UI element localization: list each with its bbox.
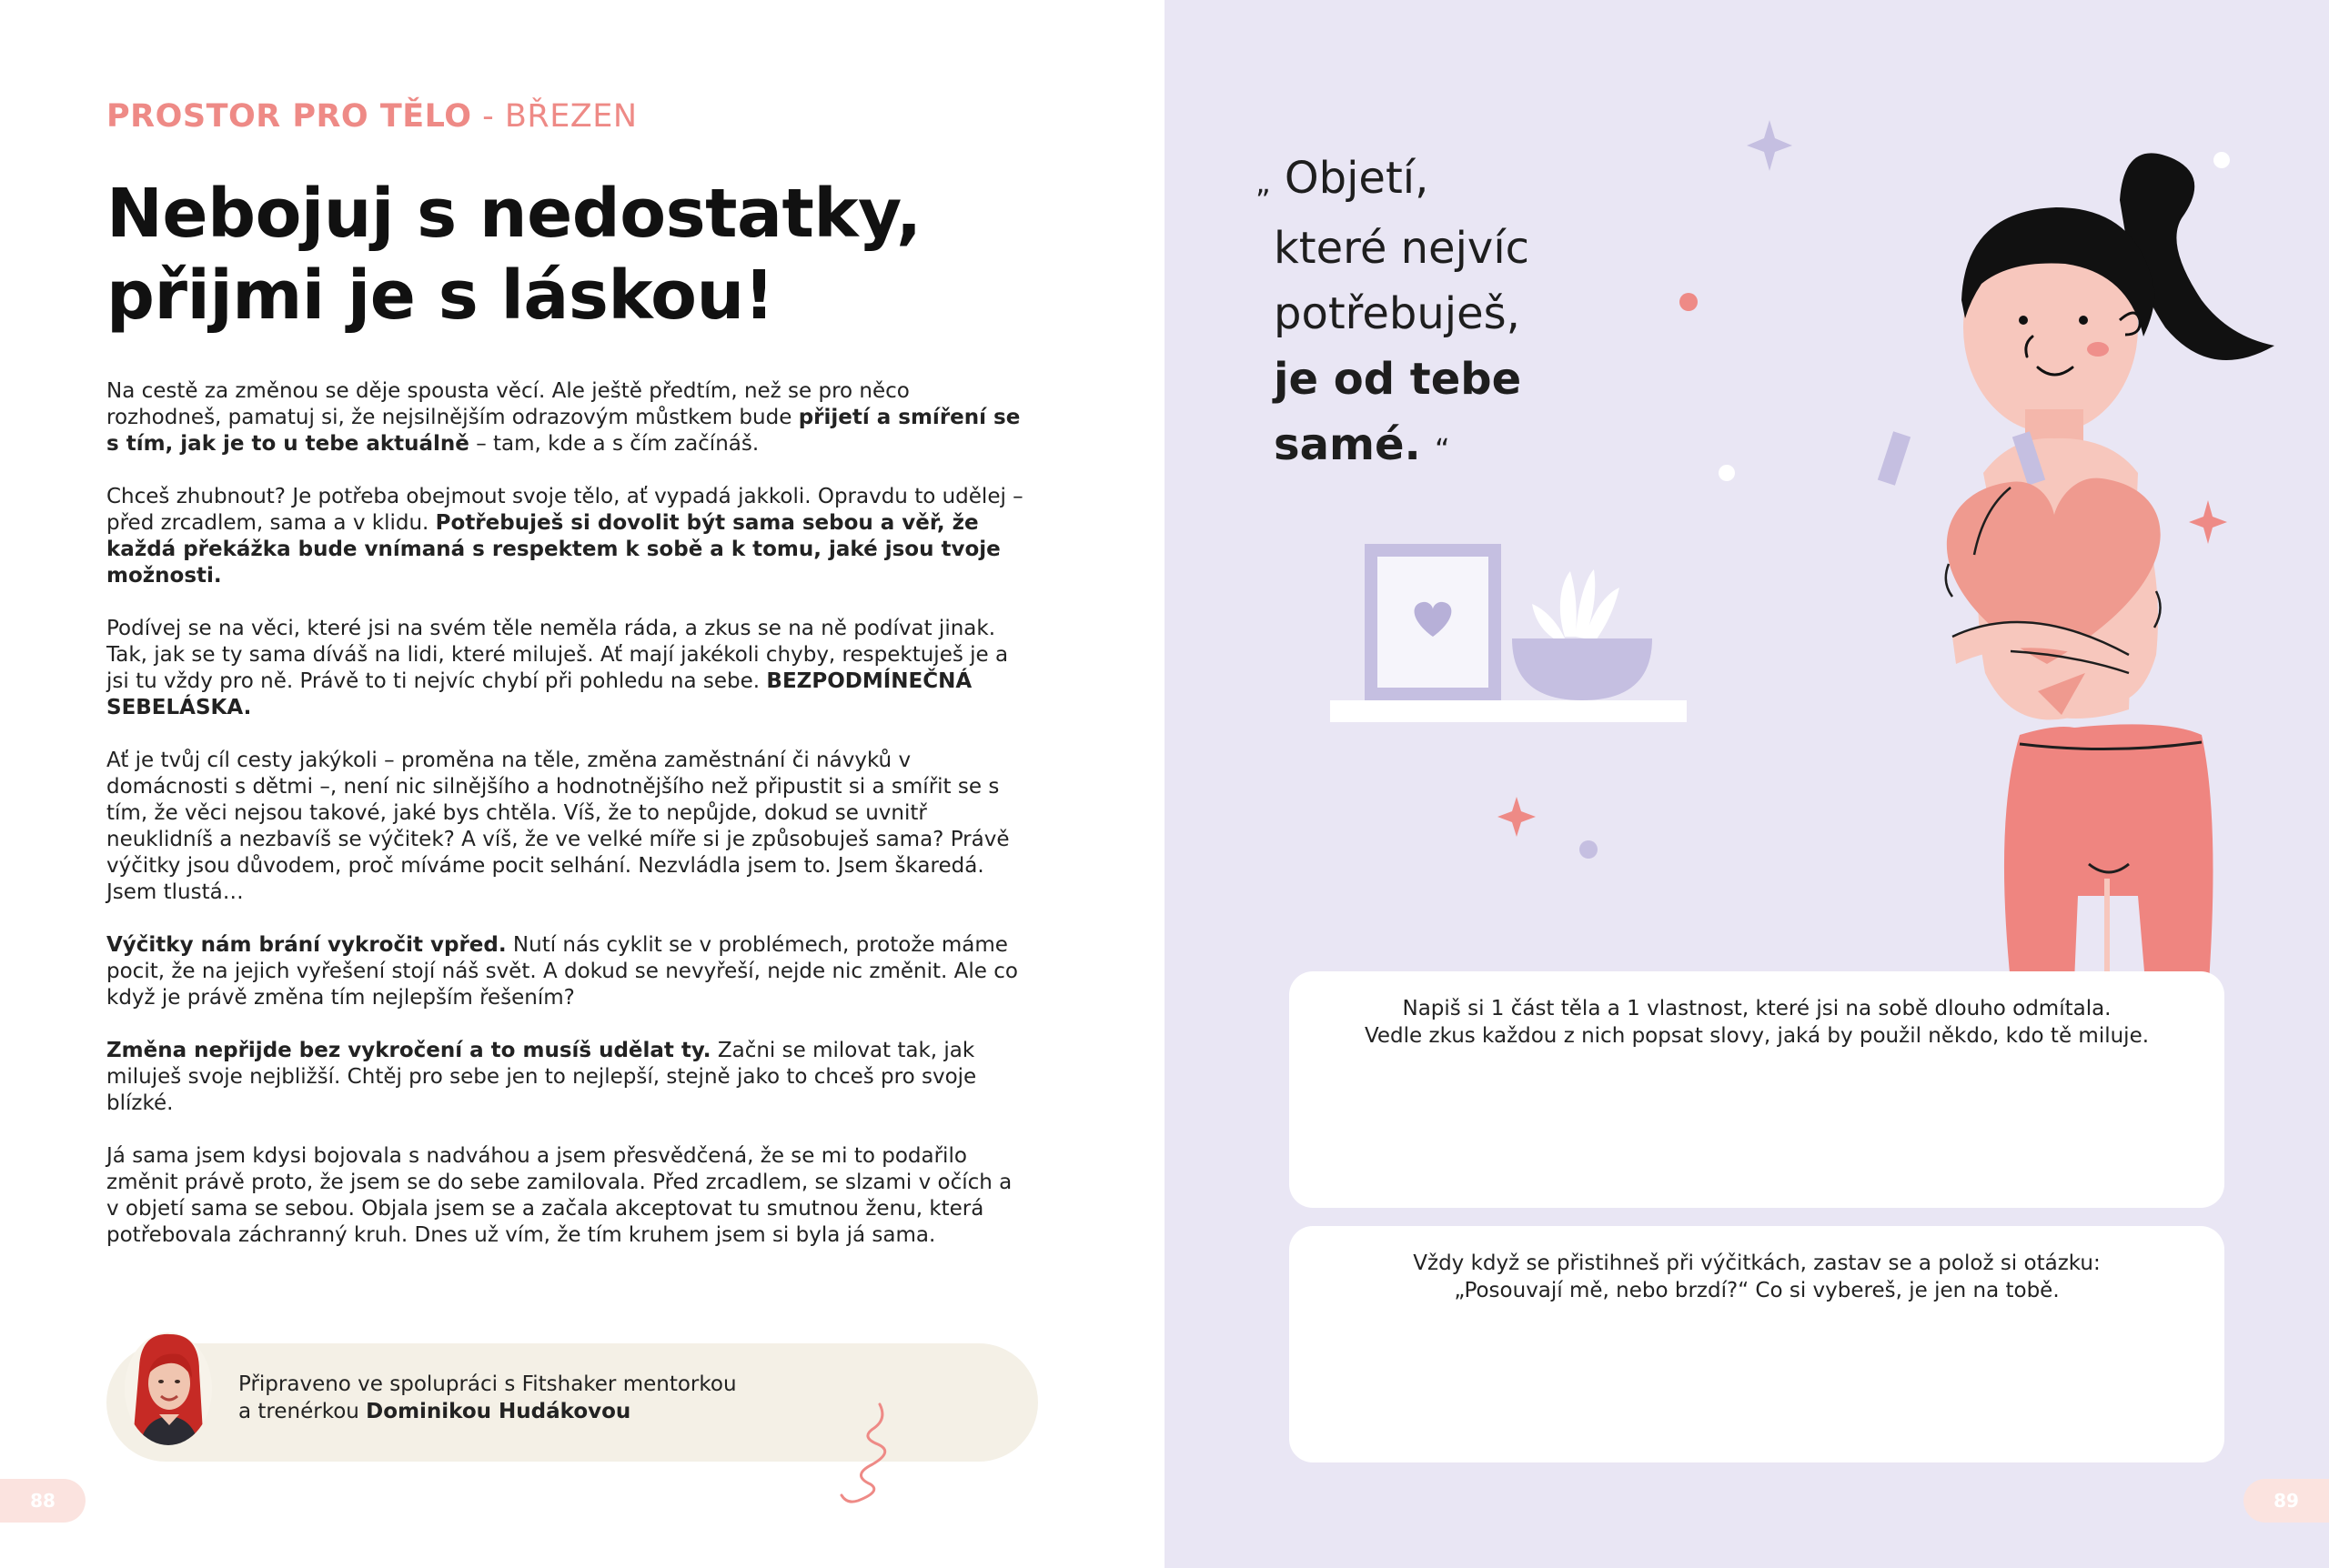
headline-line-1: Nebojuj s nedostatky, bbox=[106, 175, 922, 253]
p1-text: Na cestě za změnou se děje spousta věcí. Ale ještě předtím, než se pro něco rozhodneš, pamatuj si, že nejsilnějším odrazovým můstkem bude bbox=[106, 379, 910, 429]
page-number-right: 89 bbox=[2243, 1479, 2329, 1523]
paragraph-5 bbox=[106, 932, 1025, 1011]
paragraph-7: Já sama jsem kdysi bojovala s nadváhou a jsem přesvědčená, že se mi to podařilo změnit právě proto, že jsem se do sebe zamilovala. Před zrcadlem, se slzami v očích a v objetí sama se sebou. Objala jsem se a začala akceptovat tu smutnou ženu, která potřebovala záchranný kruh. Dnes už vím, že tím kruhem jsem si byla já sama. bbox=[106, 1144, 1013, 1247]
quote-line-1: Objetí, bbox=[1284, 153, 1429, 204]
exercise-1-line-2: Vedle zkus každou z nich popsat slovy, jaká by použil někdo, kdo tě miluje. bbox=[1364, 1024, 2150, 1048]
dot-decoration bbox=[1679, 293, 1698, 311]
paragraph-6 bbox=[106, 1038, 1025, 1117]
section-label bbox=[106, 98, 638, 135]
mentor-name: Dominikou Hudákovou bbox=[366, 1400, 631, 1423]
dot-decoration bbox=[1579, 840, 1598, 859]
paragraph-3 bbox=[106, 616, 1025, 721]
plant-pot bbox=[1512, 638, 1652, 700]
quote-bold-1: je od tebe bbox=[1274, 354, 1522, 405]
p6-text: Začni se milovat tak, jak miluješ svoje nejbližší. Chtěj pro sebe jen to nejlepší, stejně jako to chceš pro svoje blízké. bbox=[106, 1039, 977, 1115]
mentor-line-1: Připraveno ve spolupráci s Fitshaker mentorkou bbox=[238, 1372, 737, 1396]
page-number-left: 88 bbox=[0, 1479, 86, 1523]
p5-text: Nutí nás cyklit se v problémech, protože máme pocit, že na jejich vyřešení stojí náš svět. A dokud se nevyřeší, nejde nic změnit. Ale co když je právě změna tím nejlepším řešením? bbox=[106, 933, 1018, 1010]
exercise-2-line-2: „Posouvají mě, nebo brzdí?“ Co si vybereš, je jen na tobě. bbox=[1454, 1279, 2060, 1302]
p1-bold: přijetí a smíření se s tím, jak je to u tebe aktuálně bbox=[106, 406, 1021, 456]
headline-line-2: přijmi je s láskou! bbox=[106, 256, 774, 335]
page-headline bbox=[106, 173, 1016, 337]
paragraph-1 bbox=[106, 378, 1025, 457]
paragraph-4: Ať je tvůj cíl cesty jakýkoli – proměna na těle, změna zaměstnání či návyků v domácnosti s dětmi –, není nic silnějšího a hodnotnějšího než připustit si a smířit se s tím, že věci nejsou takové, jaké bys chtěla. Víš, že to nepůjde, dokud se uvnitř neuklidníš a nezbavíš se výčitek? A víš, že ve velké míře si je způsobuješ sama? Právě výčitky jsou důvodem, proč míváme pocit selhání. Nezvládla jsem to. Jsem škaredá. Jsem tlustá… bbox=[106, 749, 1010, 904]
exercise-1-line-1: Napiš si 1 část těla a 1 vlastnost, které jsi na sobě dlouho odmítala. bbox=[1402, 997, 2112, 1020]
right-page bbox=[1164, 0, 2329, 1568]
quote-open-mark: „ bbox=[1255, 166, 1271, 200]
quote-line-3: potřebuješ, bbox=[1274, 288, 1520, 339]
p3-bold: BEZPODMÍNEČNÁ SEBELÁSKA. bbox=[106, 669, 973, 719]
quote-close-mark: “ bbox=[1435, 432, 1450, 467]
p3-text: Podívej se na věci, které jsi na svém těle neměla ráda, a zkus se na ně podívat jinak. Tak, jak se ty sama díváš na lidi, které miluješ. Ať mají jakékoli chyby, respektuješ je a jsi tu vždy pro ně. Právě to ti nejvíc chybí při pohledu na sebe. bbox=[106, 617, 1009, 693]
mentor-credit-text bbox=[238, 1371, 737, 1425]
section-separator: - bbox=[471, 98, 505, 135]
quote-bold-2: samé. bbox=[1274, 419, 1421, 470]
pull-quote bbox=[1255, 146, 1638, 482]
exercise-1-prompt bbox=[1326, 995, 2188, 1050]
article-body bbox=[106, 378, 1025, 1275]
sparkle-icon bbox=[1497, 797, 1536, 837]
dot-decoration bbox=[1719, 465, 1735, 481]
exercise-2-prompt bbox=[1326, 1250, 2188, 1304]
shelf bbox=[1330, 700, 1687, 722]
mentor-line-2: a trenérkou bbox=[238, 1400, 367, 1423]
squiggle-decoration bbox=[823, 1401, 905, 1510]
paragraph-2 bbox=[106, 484, 1025, 589]
plant-leaves bbox=[1532, 569, 1619, 642]
dot-decoration bbox=[2213, 152, 2230, 168]
p6-bold: Změna nepřijde bez vykročení a to musíš udělat ty. bbox=[106, 1039, 711, 1062]
sparkle-icon bbox=[2189, 500, 2227, 544]
quote-line-2: které nejvíc bbox=[1274, 223, 1530, 274]
section-month: BŘEZEN bbox=[504, 98, 638, 135]
p5-bold: Výčitky nám brání vykročit vpřed. bbox=[106, 933, 507, 957]
mentor-avatar bbox=[123, 1331, 214, 1447]
p2-bold: Potřebuješ si dovolit být sama sebou a věř, že každá překážka bude vnímaná s respektem k sobě a k tomu, jaké jsou tvoje možnosti. bbox=[106, 511, 1001, 588]
exercise-box-2[interactable] bbox=[1289, 1226, 2224, 1462]
section-title: PROSTOR PRO TĚLO bbox=[106, 98, 472, 135]
exercise-2-line-1: Vždy když se přistihneš při výčitkách, zastav se a polož si otázku: bbox=[1413, 1251, 2101, 1275]
p2-text: Chceš zhubnout? Je potřeba obejmout svoje tělo, ať vypadá jakkoli. Opravdu to udělej – před zrcadlem, sama a v klidu. bbox=[106, 485, 1023, 535]
left-page bbox=[0, 0, 1164, 1568]
p1-tail: – tam, kde a s čím začínáš. bbox=[469, 432, 760, 456]
exercise-box-1[interactable] bbox=[1289, 971, 2224, 1208]
sparkle-icon bbox=[1747, 120, 1792, 171]
